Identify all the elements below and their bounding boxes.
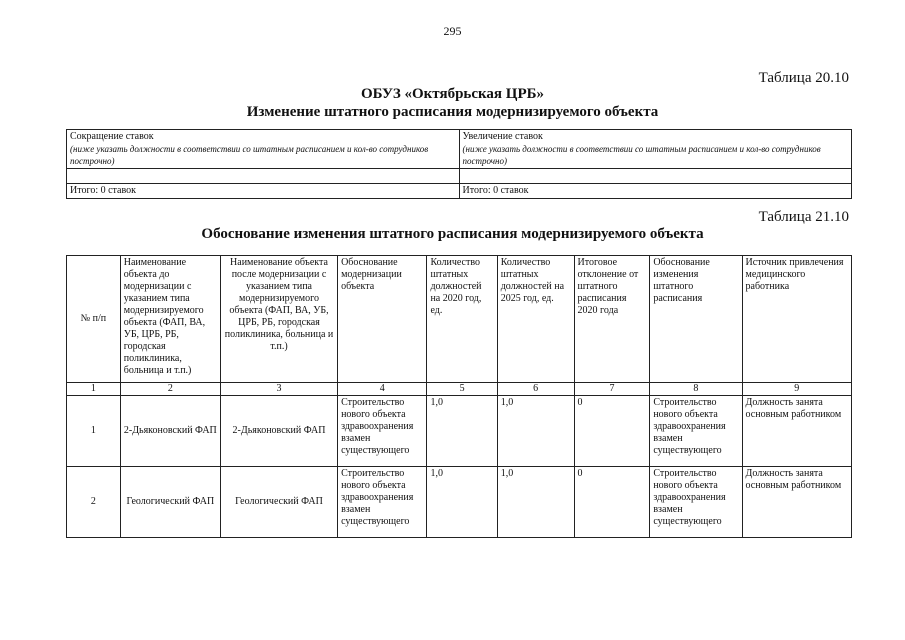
object-after: Геологический ФАП — [220, 467, 337, 538]
table-row — [67, 396, 852, 467]
object-before: 2-Дьяконовский ФАП — [120, 396, 220, 467]
header-number: № п/п — [67, 256, 121, 383]
staffing-change-table — [66, 129, 852, 199]
positions-2020: 1,0 — [427, 467, 497, 538]
change-reason: Строительство нового объекта здравоохранения взамен существующего — [650, 467, 742, 538]
reduction-note: (ниже указать должности в соответствии со штатным расписанием и кол-во сотрудников построчно) — [70, 144, 429, 166]
increase-empty-row — [459, 169, 852, 184]
staff-source: Должность занята основным работником — [742, 396, 851, 467]
increase-total: Итого: 0 ставок — [459, 184, 852, 199]
staffing-justification-table — [66, 255, 852, 538]
deviation: 0 — [574, 467, 650, 538]
table-20-10-label: Таблица 20.10 — [758, 70, 849, 86]
column-number: 8 — [650, 383, 742, 396]
column-number: 2 — [120, 383, 220, 396]
organization-title: ОБУЗ «Октябрьская ЦРБ» — [360, 86, 545, 102]
deviation: 0 — [574, 396, 650, 467]
header-staff-source: Источник привлечения медицинского работника — [742, 256, 851, 383]
increase-header-cell — [459, 130, 852, 169]
column-number: 5 — [427, 383, 497, 396]
page-number: 295 — [443, 24, 462, 38]
table-21-10-label: Таблица 21.10 — [758, 209, 849, 225]
header-object-before: Наименование объекта до модернизации с указанием типа модернизируемого объекта (ФАП, ВА, УБ, ЦРБ, РБ, городская поликлиника, больница и т.п.) — [120, 256, 220, 383]
column-number: 1 — [67, 383, 121, 396]
column-number: 4 — [338, 383, 427, 396]
header-object-after: Наименование объекта после модернизации с указанием типа модернизируемого объекта (ФАП, ВА, УБ, ЦРБ, РБ, городская поликлиника, больница и т.п.) — [220, 256, 337, 383]
row-number: 1 — [67, 396, 121, 467]
header-positions-2025: Количество штатных должностей на 2025 год, ед. — [497, 256, 574, 383]
table-row — [67, 467, 852, 538]
staffing-change-title: Изменение штатного расписания модернизируемого объекта — [246, 104, 659, 120]
positions-2020: 1,0 — [427, 396, 497, 467]
column-number: 6 — [497, 383, 574, 396]
modernization-reason: Строительство нового объекта здравоохранения взамен существующего — [338, 467, 427, 538]
staff-source: Должность занята основным работником — [742, 467, 851, 538]
reduction-header-cell — [67, 130, 460, 169]
column-number: 7 — [574, 383, 650, 396]
header-change-reason: Обоснование изменения штатного расписания — [650, 256, 742, 383]
row-number: 2 — [67, 467, 121, 538]
column-number-row — [67, 383, 852, 396]
object-before: Геологический ФАП — [120, 467, 220, 538]
modernization-reason: Строительство нового объекта здравоохранения взамен существующего — [338, 396, 427, 467]
increase-header: Увеличение ставок — [462, 131, 543, 142]
header-deviation: Итоговое отклонение от штатного расписания 2020 года — [574, 256, 650, 383]
header-positions-2020: Количество штатных должностей на 2020 год, ед. — [427, 256, 497, 383]
staffing-justification-title: Обоснование изменения штатного расписания модернизируемого объекта — [201, 226, 704, 242]
reduction-total: Итого: 0 ставок — [67, 184, 460, 199]
column-number: 3 — [220, 383, 337, 396]
positions-2025: 1,0 — [497, 467, 574, 538]
increase-note: (ниже указать должности в соответствии со штатным расписанием и кол-во сотрудников построчно) — [462, 144, 821, 166]
object-after: 2-Дьяконовский ФАП — [220, 396, 337, 467]
column-number: 9 — [742, 383, 851, 396]
reduction-empty-row — [67, 169, 460, 184]
header-modernization-reason: Обоснование модернизации объекта — [338, 256, 427, 383]
reduction-header: Сокращение ставок — [70, 131, 154, 142]
change-reason: Строительство нового объекта здравоохранения взамен существующего — [650, 396, 742, 467]
positions-2025: 1,0 — [497, 396, 574, 467]
